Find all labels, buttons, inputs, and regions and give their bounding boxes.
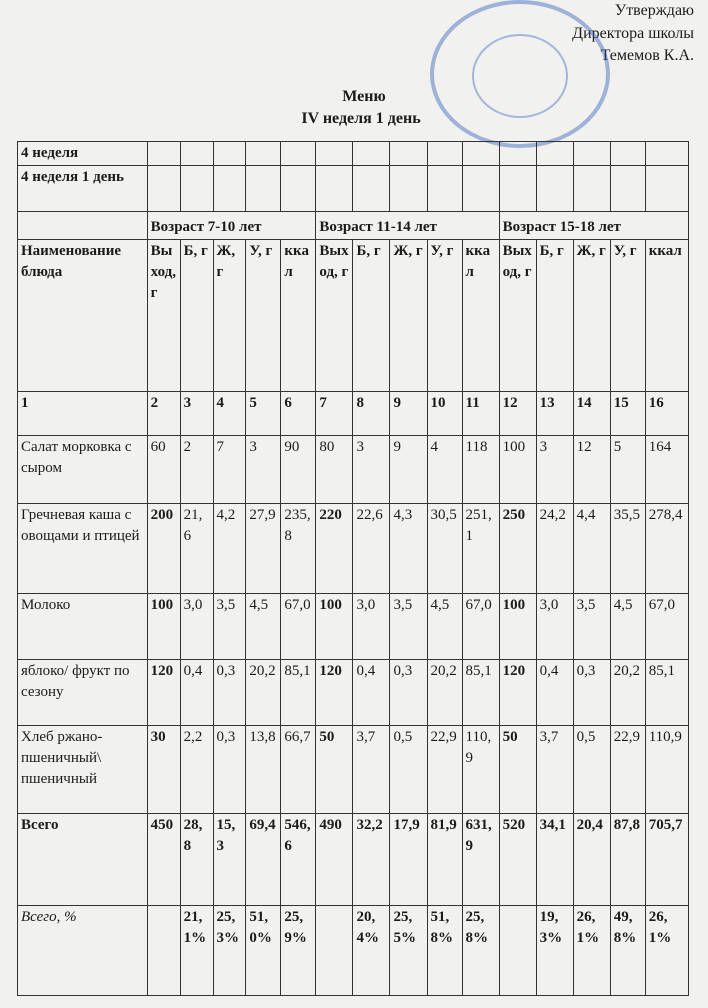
total-pct-label: Всего, % (18, 906, 148, 996)
nutrient-header: У, г (610, 240, 645, 392)
dish-value: 3,5 (390, 594, 427, 660)
nutrient-header: Б, г (353, 240, 390, 392)
column-number: 16 (645, 392, 688, 436)
column-number: 1 (18, 392, 148, 436)
column-number: 6 (281, 392, 316, 436)
dish-value: 3,0 (180, 594, 213, 660)
dish-value: 3,7 (353, 726, 390, 814)
nutrient-header: Ж, г (390, 240, 427, 392)
column-number: 15 (610, 392, 645, 436)
dish-value: 100 (499, 594, 536, 660)
dish-value: 3,5 (213, 594, 246, 660)
empty-cell (645, 142, 688, 166)
dish-value: 20,2 (610, 660, 645, 726)
empty-cell (281, 166, 316, 212)
dish-value: 4 (427, 436, 462, 504)
empty-cell (390, 142, 427, 166)
empty-cell (427, 166, 462, 212)
table-row (18, 814, 689, 906)
dish-value: 0,4 (536, 660, 573, 726)
dish-value: 118 (462, 436, 499, 504)
dish-name: Гречневая каша с овощами и птицей (18, 504, 148, 594)
column-number: 11 (462, 392, 499, 436)
dish-value: 120 (316, 660, 353, 726)
table-row (18, 240, 689, 392)
total-pct-value: 26,1% (573, 906, 610, 996)
dish-value: 13,8 (246, 726, 281, 814)
empty-cell (610, 166, 645, 212)
dish-value: 12 (573, 436, 610, 504)
dish-value: 9 (390, 436, 427, 504)
total-pct-value (499, 906, 536, 996)
dish-value: 2 (180, 436, 213, 504)
total-pct-value: 25,9% (281, 906, 316, 996)
nutrient-header: ккал (462, 240, 499, 392)
dish-value: 110,9 (462, 726, 499, 814)
total-pct-value: 26,1% (645, 906, 688, 996)
empty-cell (147, 142, 180, 166)
total-pct-value: 19,3% (536, 906, 573, 996)
total-pct-value: 25,8% (462, 906, 499, 996)
total-value: 546,6 (281, 814, 316, 906)
total-value: 28,8 (180, 814, 213, 906)
empty-cell (213, 142, 246, 166)
nutrient-header: У, г (427, 240, 462, 392)
nutrient-header: ккал (645, 240, 688, 392)
empty-cell (573, 142, 610, 166)
dish-value: 3,5 (573, 594, 610, 660)
nutrient-header: ккал (281, 240, 316, 392)
dish-value: 278,4 (645, 504, 688, 594)
menu-heading: Меню (342, 88, 386, 105)
total-value: 450 (147, 814, 180, 906)
total-value: 15,3 (213, 814, 246, 906)
total-label: Всего (18, 814, 148, 906)
empty-cell (316, 166, 353, 212)
dish-value: 4,5 (427, 594, 462, 660)
total-value: 705,7 (645, 814, 688, 906)
dish-value: 2,2 (180, 726, 213, 814)
empty-cell (573, 166, 610, 212)
dish-value: 20,2 (246, 660, 281, 726)
dish-value: 22,9 (427, 726, 462, 814)
dish-value: 20,2 (427, 660, 462, 726)
dish-value: 164 (645, 436, 688, 504)
dish-value: 235,8 (281, 504, 316, 594)
empty-cell (246, 166, 281, 212)
dish-value: 4,5 (610, 594, 645, 660)
dish-value: 250 (499, 504, 536, 594)
week-label: 4 неделя (18, 142, 148, 166)
table-row (18, 392, 689, 436)
empty-cell (462, 142, 499, 166)
total-pct-value: 51,8% (427, 906, 462, 996)
total-pct-value: 49,8% (610, 906, 645, 996)
dish-value: 4,5 (246, 594, 281, 660)
dish-value: 60 (147, 436, 180, 504)
dish-value: 22,6 (353, 504, 390, 594)
menu-table (17, 141, 689, 996)
menu-subheading: IV неделя 1 день (301, 110, 421, 127)
dish-value: 3 (536, 436, 573, 504)
dish-value: 85,1 (462, 660, 499, 726)
total-value: 69,4 (246, 814, 281, 906)
column-number: 9 (390, 392, 427, 436)
nutrient-header: Б, г (180, 240, 213, 392)
dish-name: Хлеб ржано-пшеничный\ пшеничный (18, 726, 148, 814)
dish-value: 21,6 (180, 504, 213, 594)
dish-value: 4,3 (390, 504, 427, 594)
total-pct-value (316, 906, 353, 996)
empty-cell (213, 166, 246, 212)
dish-name: Салат морковка с сыром (18, 436, 148, 504)
dish-value: 0,3 (573, 660, 610, 726)
total-value: 631,9 (462, 814, 499, 906)
total-pct-value: 25,3% (213, 906, 246, 996)
dish-value: 120 (499, 660, 536, 726)
dish-value: 85,1 (281, 660, 316, 726)
dish-value: 27,9 (246, 504, 281, 594)
nutrient-header: Выход, г (316, 240, 353, 392)
table-row (18, 436, 689, 504)
total-value: 87,8 (610, 814, 645, 906)
age-group-header: Возраст 7-10 лет (147, 212, 316, 240)
dish-value: 120 (147, 660, 180, 726)
dish-value: 50 (316, 726, 353, 814)
menu-title (0, 86, 708, 130)
total-value: 81,9 (427, 814, 462, 906)
table-row (18, 142, 689, 166)
nutrient-header: Выход, г (147, 240, 180, 392)
empty-cell (390, 166, 427, 212)
total-value: 32,2 (353, 814, 390, 906)
dish-value: 220 (316, 504, 353, 594)
dish-value: 0,4 (180, 660, 213, 726)
dish-value: 24,2 (536, 504, 573, 594)
table-row (18, 726, 689, 814)
empty-cell (180, 166, 213, 212)
column-number: 4 (213, 392, 246, 436)
total-value: 34,1 (536, 814, 573, 906)
dish-value: 67,0 (645, 594, 688, 660)
empty-cell (536, 142, 573, 166)
dish-value: 7 (213, 436, 246, 504)
empty-cell (610, 142, 645, 166)
nutrient-header: Ж, г (573, 240, 610, 392)
dish-value: 100 (147, 594, 180, 660)
dish-name-header: Наименование блюда (18, 240, 148, 392)
dish-value: 85,1 (645, 660, 688, 726)
column-number: 8 (353, 392, 390, 436)
dish-value: 0,5 (390, 726, 427, 814)
dish-name: Молоко (18, 594, 148, 660)
total-pct-value: 25,5% (390, 906, 427, 996)
column-number: 5 (246, 392, 281, 436)
dish-value: 3,0 (353, 594, 390, 660)
approve-title: Утверждаю (614, 2, 694, 19)
total-value: 520 (499, 814, 536, 906)
dish-value: 22,9 (610, 726, 645, 814)
dish-value: 67,0 (281, 594, 316, 660)
nutrient-header: Выход, г (499, 240, 536, 392)
dish-value: 5 (610, 436, 645, 504)
total-value: 20,4 (573, 814, 610, 906)
dish-value: 67,0 (462, 594, 499, 660)
dish-value: 30 (147, 726, 180, 814)
empty-cell (353, 142, 390, 166)
empty-cell (427, 142, 462, 166)
empty-cell (462, 166, 499, 212)
approve-signer: Темемов К.А. (600, 47, 694, 64)
dish-value: 0,3 (390, 660, 427, 726)
empty-cell (499, 166, 536, 212)
total-pct-value: 51,0% (246, 906, 281, 996)
table-row (18, 594, 689, 660)
empty-cell (180, 142, 213, 166)
age-group-header: Возраст 11-14 лет (316, 212, 499, 240)
dish-value: 0,4 (353, 660, 390, 726)
total-pct-value: 21,1% (180, 906, 213, 996)
dish-value: 3 (246, 436, 281, 504)
empty-cell (353, 166, 390, 212)
dish-value: 3,0 (536, 594, 573, 660)
empty-cell (316, 142, 353, 166)
dish-name: яблоко/ фрукт по сезону (18, 660, 148, 726)
table-row (18, 504, 689, 594)
approve-position: Директора школы (572, 25, 694, 42)
column-number: 10 (427, 392, 462, 436)
empty-cell (645, 166, 688, 212)
total-pct-value: 20,4% (353, 906, 390, 996)
dish-value: 90 (281, 436, 316, 504)
dish-value: 35,5 (610, 504, 645, 594)
column-number: 14 (573, 392, 610, 436)
table-row (18, 906, 689, 996)
total-value: 490 (316, 814, 353, 906)
table-row (18, 212, 689, 240)
dish-value: 80 (316, 436, 353, 504)
dish-value: 66,7 (281, 726, 316, 814)
dish-value: 110,9 (645, 726, 688, 814)
dish-value: 100 (499, 436, 536, 504)
nutrient-header: У, г (246, 240, 281, 392)
column-number: 3 (180, 392, 213, 436)
total-value: 17,9 (390, 814, 427, 906)
column-number: 13 (536, 392, 573, 436)
nutrient-header: Ж, г (213, 240, 246, 392)
empty-cell (246, 142, 281, 166)
table-row (18, 660, 689, 726)
empty-cell (499, 142, 536, 166)
age-group-header: Возраст 15-18 лет (499, 212, 688, 240)
dish-value: 30,5 (427, 504, 462, 594)
dish-value: 0,3 (213, 726, 246, 814)
dish-value: 100 (316, 594, 353, 660)
dish-value: 0,3 (213, 660, 246, 726)
dish-value: 4,2 (213, 504, 246, 594)
table-row (18, 166, 689, 212)
column-number: 7 (316, 392, 353, 436)
nutrient-header: Б, г (536, 240, 573, 392)
dish-value: 200 (147, 504, 180, 594)
empty-cell (536, 166, 573, 212)
empty-cell (281, 142, 316, 166)
dish-value: 50 (499, 726, 536, 814)
total-pct-value (147, 906, 180, 996)
dish-value: 0,5 (573, 726, 610, 814)
column-number: 2 (147, 392, 180, 436)
dish-value: 251,1 (462, 504, 499, 594)
dish-value: 3 (353, 436, 390, 504)
menu-table-body (18, 142, 689, 996)
column-number: 12 (499, 392, 536, 436)
empty-cell (18, 212, 148, 240)
day-label: 4 неделя 1 день (18, 166, 148, 212)
empty-cell (147, 166, 180, 212)
dish-value: 4,4 (573, 504, 610, 594)
dish-value: 3,7 (536, 726, 573, 814)
